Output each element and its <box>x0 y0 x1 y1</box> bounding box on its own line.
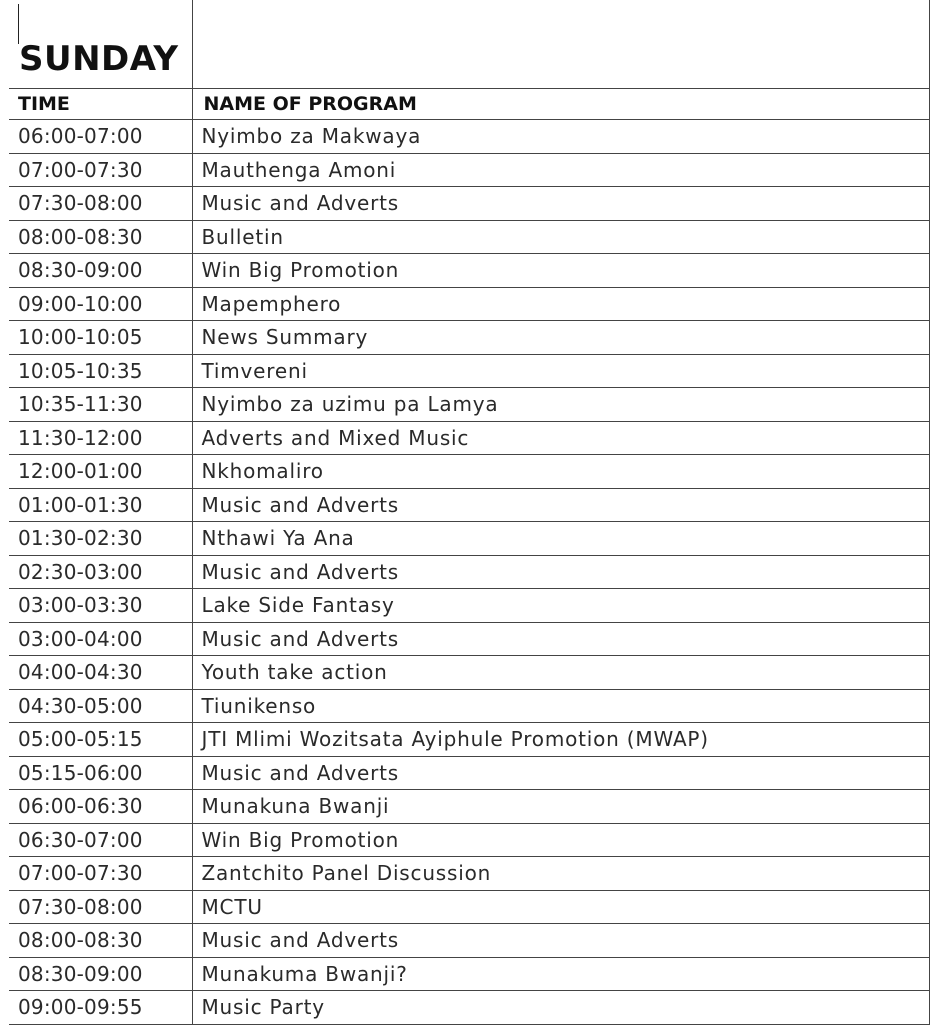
program-name-cell[interactable]: Bulletin <box>192 220 929 254</box>
time-cell[interactable]: 01:00-01:30 <box>9 488 192 522</box>
time-cell[interactable]: 08:30-09:00 <box>9 254 192 288</box>
program-schedule-table <box>9 0 930 1025</box>
table-row <box>9 823 929 857</box>
time-cell[interactable]: 07:00-07:30 <box>9 857 192 891</box>
program-column-header[interactable]: NAME OF PROGRAM <box>192 89 929 120</box>
table-row <box>9 522 929 556</box>
time-cell[interactable]: 10:00-10:05 <box>9 321 192 355</box>
table-row <box>9 555 929 589</box>
program-name-cell[interactable]: Music Party <box>192 991 929 1025</box>
time-cell[interactable]: 08:30-09:00 <box>9 957 192 991</box>
table-row <box>9 589 929 623</box>
time-cell[interactable]: 11:30-12:00 <box>9 421 192 455</box>
program-name-cell[interactable]: Nkhomaliro <box>192 455 929 489</box>
time-cell[interactable]: 06:30-07:00 <box>9 823 192 857</box>
time-cell[interactable]: 05:00-05:15 <box>9 723 192 757</box>
program-name-cell[interactable]: Music and Adverts <box>192 924 929 958</box>
table-row <box>9 622 929 656</box>
day-title: SUNDAY <box>19 39 179 79</box>
day-title-empty-cell[interactable] <box>192 0 929 89</box>
time-cell[interactable]: 06:00-06:30 <box>9 790 192 824</box>
program-name-cell[interactable]: Nyimbo za Makwaya <box>192 120 929 154</box>
program-name-cell[interactable]: Zantchito Panel Discussion <box>192 857 929 891</box>
time-cell[interactable]: 09:00-10:00 <box>9 287 192 321</box>
table-row <box>9 187 929 221</box>
time-cell[interactable]: 10:05-10:35 <box>9 354 192 388</box>
time-cell[interactable]: 10:35-11:30 <box>9 388 192 422</box>
program-name-cell[interactable]: News Summary <box>192 321 929 355</box>
program-name-cell[interactable]: Lake Side Fantasy <box>192 589 929 623</box>
table-row <box>9 120 929 154</box>
program-name-cell[interactable]: Adverts and Mixed Music <box>192 421 929 455</box>
program-name-cell[interactable]: Mapemphero <box>192 287 929 321</box>
program-name-cell[interactable]: Music and Adverts <box>192 187 929 221</box>
program-name-cell[interactable]: Youth take action <box>192 656 929 690</box>
table-row <box>9 321 929 355</box>
table-row <box>9 857 929 891</box>
time-cell[interactable]: 12:00-01:00 <box>9 455 192 489</box>
table-row <box>9 153 929 187</box>
time-cell[interactable]: 05:15-06:00 <box>9 756 192 790</box>
time-cell[interactable]: 09:00-09:55 <box>9 991 192 1025</box>
time-cell[interactable]: 04:30-05:00 <box>9 689 192 723</box>
schedule-body <box>9 0 929 1024</box>
program-name-cell[interactable]: Timvereni <box>192 354 929 388</box>
time-column-header[interactable]: TIME <box>9 89 192 120</box>
day-title-cell[interactable] <box>9 0 192 89</box>
table-row <box>9 455 929 489</box>
table-row <box>9 220 929 254</box>
time-cell[interactable]: 07:30-08:00 <box>9 187 192 221</box>
table-row <box>9 254 929 288</box>
program-name-cell[interactable]: Nyimbo za uzimu pa Lamya <box>192 388 929 422</box>
program-name-cell[interactable]: Music and Adverts <box>192 622 929 656</box>
table-row <box>9 790 929 824</box>
day-title-row <box>9 0 929 89</box>
table-row <box>9 723 929 757</box>
time-cell[interactable]: 06:00-07:00 <box>9 120 192 154</box>
program-name-cell[interactable]: Tiunikenso <box>192 689 929 723</box>
program-name-cell[interactable]: Munakuma Bwanji? <box>192 957 929 991</box>
table-row <box>9 656 929 690</box>
time-cell[interactable]: 03:00-04:00 <box>9 622 192 656</box>
program-name-cell[interactable]: JTI Mlimi Wozitsata Ayiphule Promotion (MWAP) <box>192 723 929 757</box>
program-name-cell[interactable]: Win Big Promotion <box>192 823 929 857</box>
table-row <box>9 488 929 522</box>
table-row <box>9 287 929 321</box>
table-row <box>9 957 929 991</box>
table-row <box>9 890 929 924</box>
table-row <box>9 924 929 958</box>
time-cell[interactable]: 02:30-03:00 <box>9 555 192 589</box>
table-row <box>9 421 929 455</box>
program-name-cell[interactable]: Win Big Promotion <box>192 254 929 288</box>
program-name-cell[interactable]: Music and Adverts <box>192 555 929 589</box>
time-cell[interactable]: 07:00-07:30 <box>9 153 192 187</box>
program-name-cell[interactable]: Music and Adverts <box>192 756 929 790</box>
table-row <box>9 991 929 1025</box>
time-cell[interactable]: 07:30-08:00 <box>9 890 192 924</box>
time-cell[interactable]: 01:30-02:30 <box>9 522 192 556</box>
header-row <box>9 89 929 120</box>
program-name-cell[interactable]: Mauthenga Amoni <box>192 153 929 187</box>
program-name-cell[interactable]: MCTU <box>192 890 929 924</box>
table-row <box>9 756 929 790</box>
program-name-cell[interactable]: Music and Adverts <box>192 488 929 522</box>
time-cell[interactable]: 03:00-03:30 <box>9 589 192 623</box>
text-cursor <box>18 4 19 44</box>
table-row <box>9 354 929 388</box>
program-name-cell[interactable]: Nthawi Ya Ana <box>192 522 929 556</box>
time-cell[interactable]: 08:00-08:30 <box>9 220 192 254</box>
time-cell[interactable]: 04:00-04:30 <box>9 656 192 690</box>
time-cell[interactable]: 08:00-08:30 <box>9 924 192 958</box>
program-name-cell[interactable]: Munakuna Bwanji <box>192 790 929 824</box>
table-row <box>9 388 929 422</box>
table-row <box>9 689 929 723</box>
